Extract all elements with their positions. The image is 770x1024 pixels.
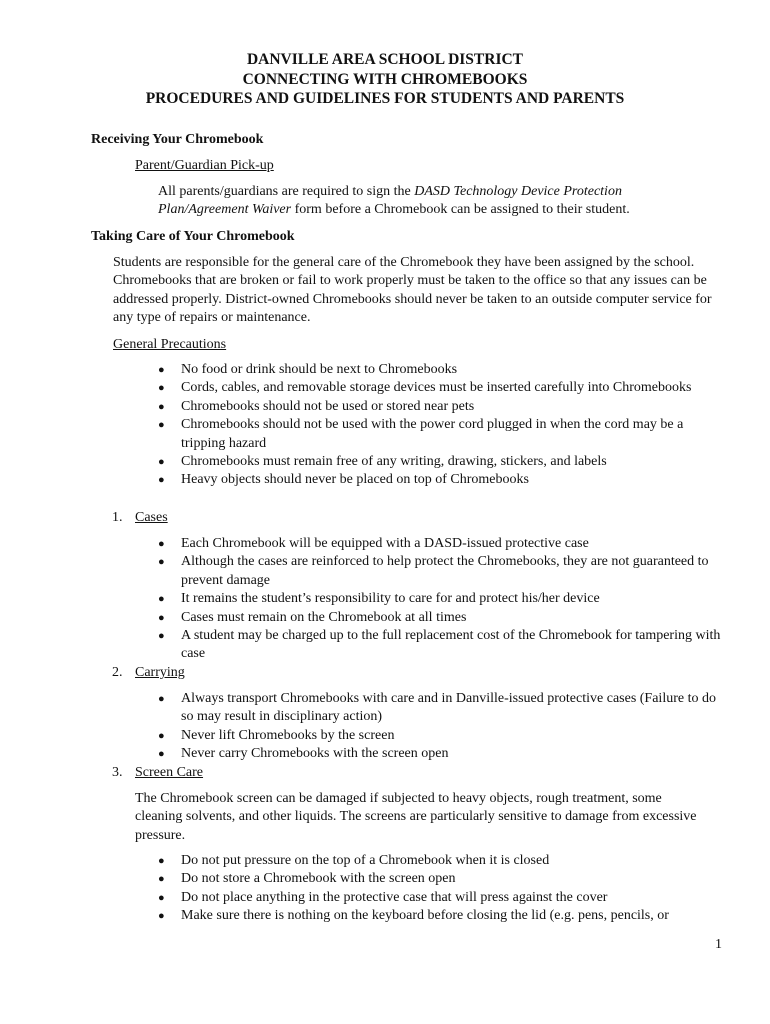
pickup-text-after: form before a Chromebook can be assigned to their student. xyxy=(291,202,630,218)
list-item: ● Make sure there is nothing on the keyboard before closing the lid (e.g. pens, pencils, or xyxy=(158,907,728,925)
heading-screen-care: Screen Care xyxy=(135,765,204,780)
list-item: ● Cords, cables, and removable storage devices must be inserted carefully into Chromebooks xyxy=(158,379,728,397)
heading-care: Taking Care of Your Chromebook xyxy=(91,229,295,244)
list-item: ● Never lift Chromebooks by the screen xyxy=(158,727,728,745)
section-number-cases: 1. xyxy=(112,510,123,525)
list-item: ● Do not store a Chromebook with the screen open xyxy=(158,870,728,888)
section-number-screen-care: 3. xyxy=(112,765,123,780)
pickup-text-before: All parents/guardians are required to sign the xyxy=(158,184,415,199)
list-item: ● Chromebooks should not be used with the power cord plugged in when the cord may be a tripping hazard xyxy=(158,416,728,453)
heading-cases: Cases xyxy=(135,510,168,525)
list-item: ● Never carry Chromebooks with the screen open xyxy=(158,745,728,763)
list-item: ● Do not put pressure on the top of a Chromebook when it is closed xyxy=(158,852,728,870)
title-topic: CONNECTING WITH CHROMEBOOKS xyxy=(242,70,528,88)
document-title xyxy=(0,50,770,109)
list-item: ● Heavy objects should never be placed on top of Chromebooks xyxy=(158,471,728,489)
heading-receiving: Receiving Your Chromebook xyxy=(91,132,264,147)
precautions-list xyxy=(158,361,728,490)
screen-care-list xyxy=(158,852,728,926)
list-item: ● Do not place anything in the protective case that will press against the cover xyxy=(158,889,728,907)
list-item: ● Chromebooks must remain free of any writing, drawing, stickers, and labels xyxy=(158,453,728,471)
heading-carrying: Carrying xyxy=(135,665,185,680)
section-number-carrying: 2. xyxy=(112,665,123,680)
list-item: ● Chromebooks should not be used or stored near pets xyxy=(158,398,728,416)
list-item: ● Cases must remain on the Chromebook at all times xyxy=(158,609,728,627)
carrying-list xyxy=(158,690,728,764)
care-paragraph: Students are responsible for the general care of the Chromebook they have been assigned by the school. Chromebooks that are broken or fail to work properly must be taken to the office so that any issues can be addressed properly. District-owned Chromebooks should never be taken to an outside computer service for any type of repairs or maintenance. xyxy=(113,255,712,326)
list-item: ● It remains the student’s responsibility to care for and protect his/her device xyxy=(158,590,728,608)
waiver-form-name: DASD Technology Device Protection Plan/Agreement Waiver xyxy=(158,184,622,218)
screen-care-paragraph: The Chromebook screen can be damaged if subjected to heavy objects, rough treatment, some cleaning solvents, and other liquids. The screens are particularly sensitive to damage from excessive pressure. xyxy=(135,791,697,843)
subheading-general-precautions: General Precautions xyxy=(113,337,227,352)
list-item: ● Each Chromebook will be equipped with a DASD-issued protective case xyxy=(158,535,728,553)
subheading-pickup: Parent/Guardian Pick-up xyxy=(135,158,274,173)
page-number: 1 xyxy=(715,937,722,952)
cases-list xyxy=(158,535,728,664)
list-item: ● A student may be charged up to the full replacement cost of the Chromebook for tampering with case xyxy=(158,627,728,664)
list-item: ● No food or drink should be next to Chromebooks xyxy=(158,361,728,379)
list-item: ● Always transport Chromebooks with care and in Danville-issued protective cases (Failure to do so may result in disciplinary action) xyxy=(158,690,728,727)
title-subtitle: PROCEDURES AND GUIDELINES FOR STUDENTS AND PARENTS xyxy=(145,90,625,107)
pickup-paragraph xyxy=(158,183,678,220)
list-item: ● Although the cases are reinforced to help protect the Chromebooks, they are not guaranteed to prevent damage xyxy=(158,553,728,590)
title-district: DANVILLE AREA SCHOOL DISTRICT xyxy=(246,51,524,68)
